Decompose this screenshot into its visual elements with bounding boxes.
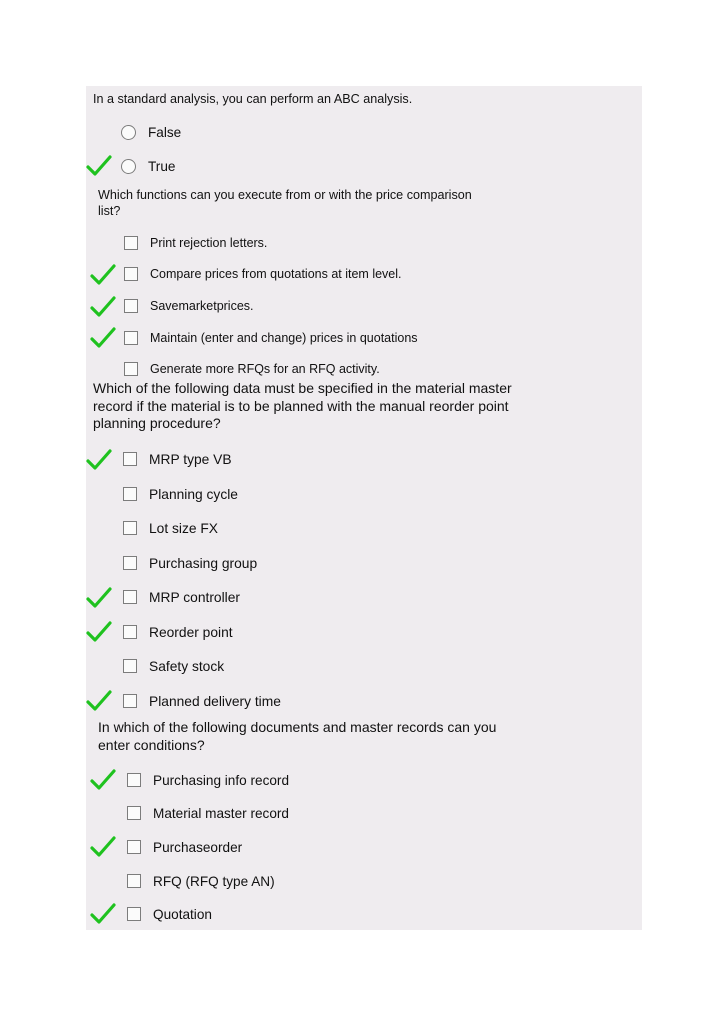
- option-label: Purchasing group: [149, 555, 258, 571]
- green-checkmark-icon: [90, 264, 116, 286]
- option-label: Lot size FX: [149, 520, 219, 536]
- question-1-text: In a standard analysis, you can perform an ABC analysis.: [93, 92, 413, 106]
- question-4-option-rfq-type-an[interactable]: [127, 868, 275, 894]
- checkbox-icon[interactable]: [127, 874, 141, 888]
- green-checkmark-icon: [90, 836, 116, 858]
- option-label: Reorder point: [149, 624, 233, 640]
- green-checkmark-icon: [86, 690, 112, 712]
- checkbox-icon[interactable]: [124, 362, 138, 376]
- option-label: Material master record: [153, 805, 289, 821]
- question-4-option-quotation[interactable]: [127, 901, 212, 927]
- option-label: Generate more RFQs for an RFQ activity.: [150, 362, 380, 376]
- option-label: False: [148, 124, 182, 140]
- question-3-option-lot-size-fx[interactable]: [123, 515, 218, 541]
- question-3-option-mrp-controller[interactable]: [123, 584, 240, 610]
- checkbox-icon[interactable]: [123, 659, 137, 673]
- option-label: Maintain (enter and change) prices in quotations: [150, 331, 418, 345]
- green-checkmark-icon: [86, 155, 112, 177]
- green-checkmark-icon: [90, 327, 116, 349]
- question-2-option-maintain-prices[interactable]: [124, 325, 418, 351]
- question-4-option-material-master-record[interactable]: [127, 800, 289, 826]
- question-3-option-planned-delivery-time[interactable]: [123, 688, 281, 714]
- checkbox-icon[interactable]: [123, 521, 137, 535]
- checkbox-icon[interactable]: [123, 487, 137, 501]
- option-label: Print rejection letters.: [150, 236, 268, 250]
- green-checkmark-icon: [90, 769, 116, 791]
- checkbox-icon[interactable]: [123, 625, 137, 639]
- question-2-option-generate-rfqs[interactable]: [124, 356, 380, 382]
- option-label: RFQ (RFQ type AN): [153, 873, 275, 889]
- question-4-option-purchasing-info-record[interactable]: [127, 767, 289, 793]
- question-2-option-print-rejection-letters[interactable]: [124, 230, 267, 256]
- checkbox-icon[interactable]: [124, 331, 138, 345]
- option-label: Planned delivery time: [149, 693, 281, 709]
- question-2-option-save-market-prices[interactable]: [124, 293, 254, 319]
- question-3-option-mrp-type-vb[interactable]: [123, 446, 232, 472]
- green-checkmark-icon: [90, 296, 116, 318]
- green-checkmark-icon: [86, 621, 112, 643]
- option-label: Purchaseorder: [153, 839, 243, 855]
- checkbox-icon[interactable]: [123, 452, 137, 466]
- question-4-text: In which of the following documents and master records can you enter conditions?: [98, 719, 497, 753]
- radio-button-icon[interactable]: [121, 159, 136, 174]
- option-label: MRP type VB: [149, 451, 232, 467]
- checkbox-icon[interactable]: [124, 236, 138, 250]
- option-label: Safety stock: [149, 658, 225, 674]
- option-label: Savemarketprices.: [150, 299, 254, 313]
- green-checkmark-icon: [86, 449, 112, 471]
- question-1-option-false[interactable]: [121, 119, 181, 145]
- question-1-option-true[interactable]: [121, 153, 175, 179]
- green-checkmark-icon: [86, 587, 112, 609]
- checkbox-icon[interactable]: [127, 840, 141, 854]
- checkbox-icon[interactable]: [127, 806, 141, 820]
- option-label: Planning cycle: [149, 486, 238, 502]
- checkbox-icon[interactable]: [123, 590, 137, 604]
- checkbox-icon[interactable]: [127, 907, 141, 921]
- checkbox-icon[interactable]: [123, 694, 137, 708]
- question-2-option-compare-prices[interactable]: [124, 261, 402, 287]
- option-label: MRP controller: [149, 589, 240, 605]
- option-label: Quotation: [153, 906, 212, 922]
- checkbox-icon[interactable]: [124, 299, 138, 313]
- checkbox-icon[interactable]: [127, 773, 141, 787]
- green-checkmark-icon: [90, 903, 116, 925]
- option-label: Compare prices from quotations at item level.: [150, 267, 402, 281]
- question-3-option-safety-stock[interactable]: [123, 653, 224, 679]
- question-3-text: Which of the following data must be specified in the material master record if the material is to be planned with the manual reorder point planning procedure?: [93, 380, 512, 431]
- option-label: True: [148, 158, 176, 174]
- question-3-option-reorder-point[interactable]: [123, 619, 233, 645]
- checkbox-icon[interactable]: [124, 267, 138, 281]
- question-4-option-purchase-order[interactable]: [127, 834, 242, 860]
- option-label: Purchasing info record: [153, 772, 290, 788]
- checkbox-icon[interactable]: [123, 556, 137, 570]
- question-2-text: Which functions can you execute from or with the price comparison list?: [98, 188, 472, 218]
- question-3-option-planning-cycle[interactable]: [123, 481, 238, 507]
- radio-button-icon[interactable]: [121, 125, 136, 140]
- question-3-option-purchasing-group[interactable]: [123, 550, 257, 576]
